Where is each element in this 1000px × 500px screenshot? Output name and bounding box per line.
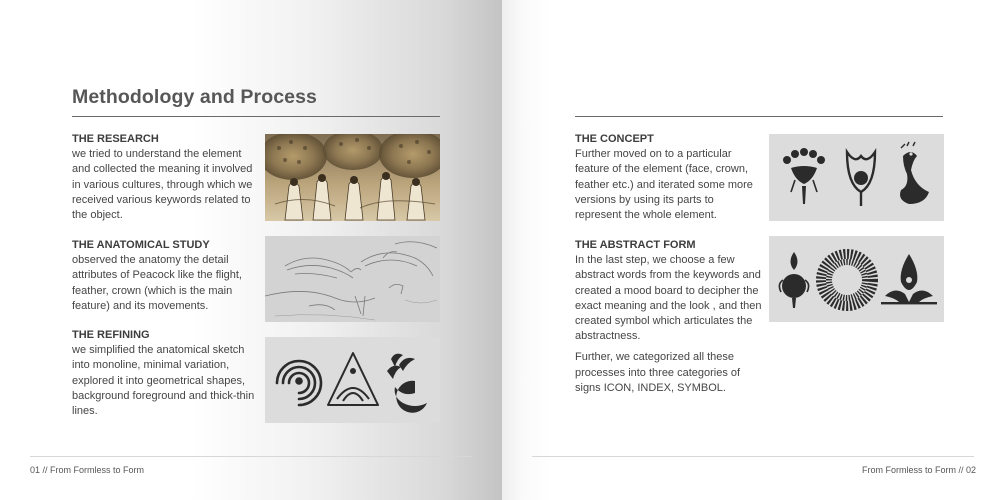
section-refining — [72, 328, 260, 419]
title-divider — [72, 116, 440, 117]
section-concept — [575, 132, 763, 223]
section-heading: THE REFINING — [72, 329, 150, 341]
abstract-peacock-symbols — [769, 236, 944, 322]
title-divider — [575, 116, 943, 117]
section-body: observed the anatomy the detail attributes of Peacock like the flight, feather, crown (which is the main feature) and its movements. — [72, 254, 242, 312]
section-research — [72, 132, 260, 223]
section-body: we simplified the anatomical sketch into monoline, minimal variation, explored it into geometrical shapes, background foreground and thick-thin lines. — [72, 344, 255, 418]
section-abstract-form — [575, 238, 763, 396]
page-footer: 01 // From Formless to Form — [30, 465, 145, 475]
right-page — [502, 0, 1000, 500]
section-anatomical-study — [72, 238, 260, 314]
section-heading: THE CONCEPT — [575, 133, 654, 145]
section-body: In the last step, we choose a few abstract words from the keywords and created a mood board to decipher the exact meaning and the look , and then created symbol which articulates the abstractness. — [575, 254, 762, 343]
section-body: Further moved on to a particular feature of the element (face, crown, feather etc.) and iterated some more versions by using its parts to represent the whole element. — [575, 148, 753, 222]
section-heading: THE RESEARCH — [72, 133, 159, 145]
section-heading: THE ABSTRACT FORM — [575, 239, 696, 251]
concept-peacock-symbols — [769, 134, 944, 221]
section-heading: THE ANATOMICAL STUDY — [72, 239, 210, 251]
refined-peacock-symbols — [265, 337, 440, 423]
page-footer: From Formless to Form // 02 — [861, 465, 976, 475]
section-body-2: Further, we categorized all these processes into three categories of signs ICON, INDEX, SYMBOL. — [575, 351, 741, 394]
section-body: we tried to understand the element and collected the meaning it involved in various cultures, through which we received various keywords related to the object. — [72, 148, 253, 222]
peacock-mural-photo — [265, 134, 440, 221]
footer-divider — [532, 456, 974, 457]
footer-divider — [30, 456, 472, 457]
page-title: Methodology and Process — [72, 86, 318, 108]
peacock-pencil-sketch — [265, 236, 440, 322]
